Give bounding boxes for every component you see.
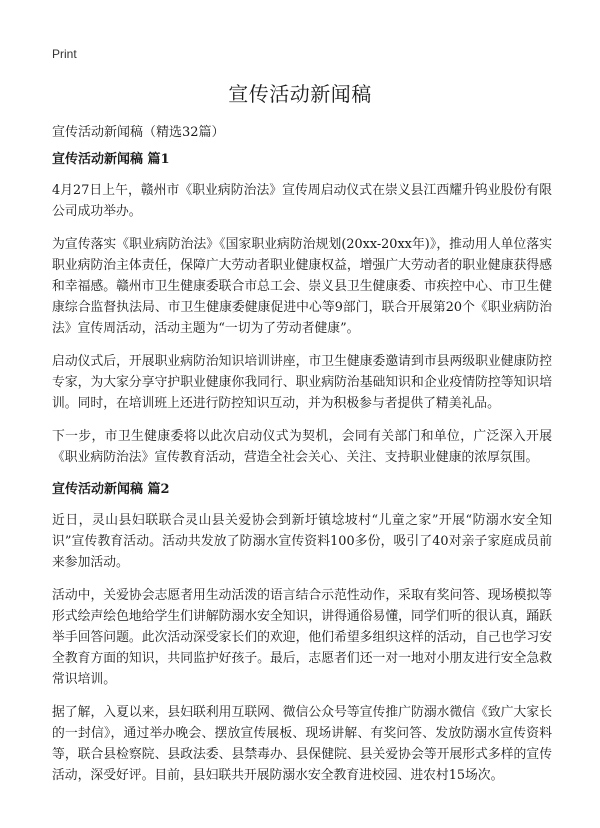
print-link[interactable]: Print: [52, 47, 77, 61]
paragraph: 近日，灵山县妇联联合灵山县关爱协会到新圩镇埝坡村“儿童之家”开展“防溺水安全知识”宣传教育活动。活动共发放了防溺水宣传资料100多份，吸引了40对亲子家庭成员前来参加活动。: [52, 513, 552, 570]
paragraph: 据了解，入夏以来，县妇联利用互联网、微信公众号等宣传推广防溺水微信《致广大家长的一封信》，通过举办晚会、摆放宣传展板、现场讲解、有奖问答、发放防溺水宣传资料等，联合县检察院、县政法委、县禁毒办、县保健院、县关爱协会等开展形式多样的宣传活动，深受好评。目前，县妇联共开展防溺水安全教育进校园、进农村15场次。: [52, 705, 552, 783]
section-heading: 宣传活动新闻稿 篇1: [52, 152, 170, 167]
article-body: [52, 150, 552, 798]
article-section: [52, 480, 552, 786]
page-title: 宣传活动新闻稿: [228, 82, 372, 106]
paragraph: 下一步，市卫生健康委将以此次启动仪式为契机，会同有关部门和单位，广泛深入开展《职业病防治法》宣传教育活动，营造全社会关心、关注、支持职业健康的浓厚氛围。: [52, 429, 552, 465]
paragraph: 启动仪式后，开展职业病防治知识培训讲座，市卫生健康委邀请到市县两级职业健康防控专家，为大家分享守护职业健康你我同行、职业病防治基础知识和企业疫情防控等知识培训。同时，在培训班上还进行防控知识互动，并为积极参与者提供了精美礼品。: [52, 354, 552, 411]
paragraph: 活动中，关爱协会志愿者用生动活泼的语言结合示范性动作，采取有奖问答、现场模拟等形式绘声绘色地给学生们讲解防溺水安全知识，讲得通俗易懂，同学们听的很认真，踊跃举手回答问题。此次活动深受家长们的欢迎，他们希望多组织这样的活动，自己也学习安全教育方面的知识，共同监护好孩子。最后，志愿者们还一对一地对小朋友进行安全急救常识培训。: [52, 588, 552, 687]
section-heading: 宣传活动新闻稿 篇2: [52, 482, 170, 497]
document-subtitle: 宣传活动新闻稿（精选32篇）: [52, 125, 225, 140]
paragraph: 4月27日上午，赣州市《职业病防治法》宣传周启动仪式在崇义县江西耀升钨业股份有限公司成功举办。: [52, 183, 552, 219]
paragraph: 为宣传落实《职业病防治法》《国家职业病防治规划(20xx-20xx年)》，推动用人单位落实职业病防治主体责任，保障广大劳动者职业健康权益，增强广大劳动者的职业健康获得感和幸福感。赣州市卫生健康委联合市总工会、崇义县卫生健康委、市疾控中心、市卫生健康综合监督执法局、市卫生健康委健康促进中心等9部门，联合开展第20个《职业病防治法》宣传周活动，活动主题为“一切为了劳动者健康”。: [52, 237, 552, 336]
article-section: [52, 150, 552, 468]
